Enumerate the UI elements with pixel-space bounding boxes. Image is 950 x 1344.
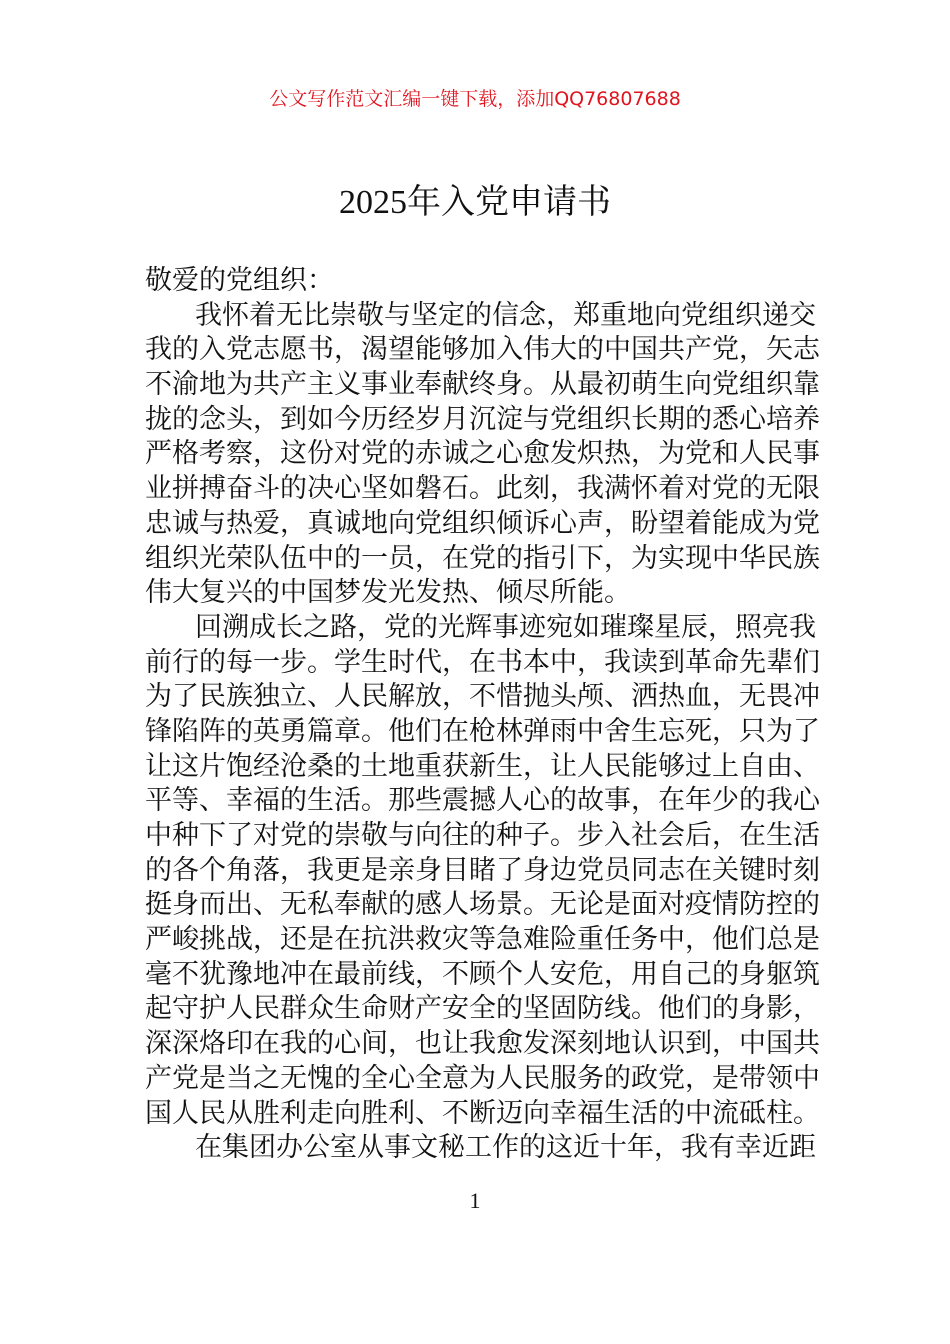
paragraph-line: 为了民族独立、人民解放，不惜抛头颅、洒热血，无畏冲 [145,681,820,713]
paragraph [145,611,820,1131]
paragraph-line: 严峻挑战，还是在抗洪救灾等急难险重任务中，他们总是 [145,924,820,956]
paragraph [145,299,820,611]
paragraph-line: 组织光荣队伍中的一员，在党的指引下，为实现中华民族 [145,542,820,574]
paragraph-line: 回溯成长之路，党的光辉事迹宛如璀璨星辰，照亮我 [195,611,816,643]
paragraph-line: 起守护人民群众生命财产安全的坚固防线。他们的身影， [145,993,820,1025]
paragraph-line: 锋陷阵的英勇篇章。他们在枪林弹雨中舍生忘死，只为了 [145,715,820,747]
paragraph-line: 毫不犹豫地冲在最前线，不顾个人安危，用自己的身躯筑 [145,958,820,990]
paragraph-line: 国人民从胜利走向胜利、不断迈向幸福生活的中流砥柱。 [145,1097,820,1129]
paragraph-line: 的各个角落，我更是亲身目睹了身边党员同志在关键时刻 [145,854,820,886]
paragraph-line: 在集团办公室从事文秘工作的这近十年，我有幸近距 [195,1132,816,1164]
paragraph-line: 拢的念头，到如今历经岁月沉淀与党组织长期的悉心培养 [145,403,820,435]
paragraph-line: 我怀着无比崇敬与坚定的信念，郑重地向党组织递交 [195,299,816,331]
paragraph [145,1131,816,1166]
paragraph-line: 忠诚与热爱，真诚地向党组织倾诉心声，盼望着能成为党 [145,507,820,539]
paragraph-line: 产党是当之无愧的全心全意为人民服务的政党，是带领中 [145,1062,820,1094]
paragraph-line: 挺身而出、无私奉献的感人场景。无论是面对疫情防控的 [145,889,820,921]
paragraph-line: 严格考察，这份对党的赤诚之心愈发炽热，为党和人民事 [145,438,820,470]
download-banner-link[interactable]: 公文写作范文汇编一键下载，添加QQ76807688 [269,88,681,110]
page-number: 1 [469,1188,481,1213]
document-title: 2025年入党申请书 [339,184,611,221]
salutation: 敬爱的党组织： [145,265,334,296]
paragraph-line: 业拼搏奋斗的决心坚如磐石。此刻，我满怀着对党的无限 [145,473,820,505]
paragraph-line: 不渝地为共产主义事业奉献终身。从最初萌生向党组织靠 [145,369,820,401]
paragraph-line: 让这片饱经沧桑的土地重获新生，让人民能够过上自由、 [145,750,820,782]
paragraph-line: 我的入党志愿书，渴望能够加入伟大的中国共产党，矢志 [145,334,820,366]
document-body [145,264,820,1166]
paragraph-line: 中种下了对党的崇敬与向往的种子。步入社会后，在生活 [145,820,820,851]
paragraph-line: 伟大复兴的中国梦发光发热、倾尽所能。 [145,577,631,609]
paragraph-line: 深深烙印在我的心间，也让我愈发深刻地认识到，中国共 [145,1028,820,1060]
paragraph-line: 前行的每一步。学生时代，在书本中，我读到革命先辈们 [145,646,820,678]
paragraph-line: 平等、幸福的生活。那些震撼人心的故事，在年少的我心 [145,785,820,817]
